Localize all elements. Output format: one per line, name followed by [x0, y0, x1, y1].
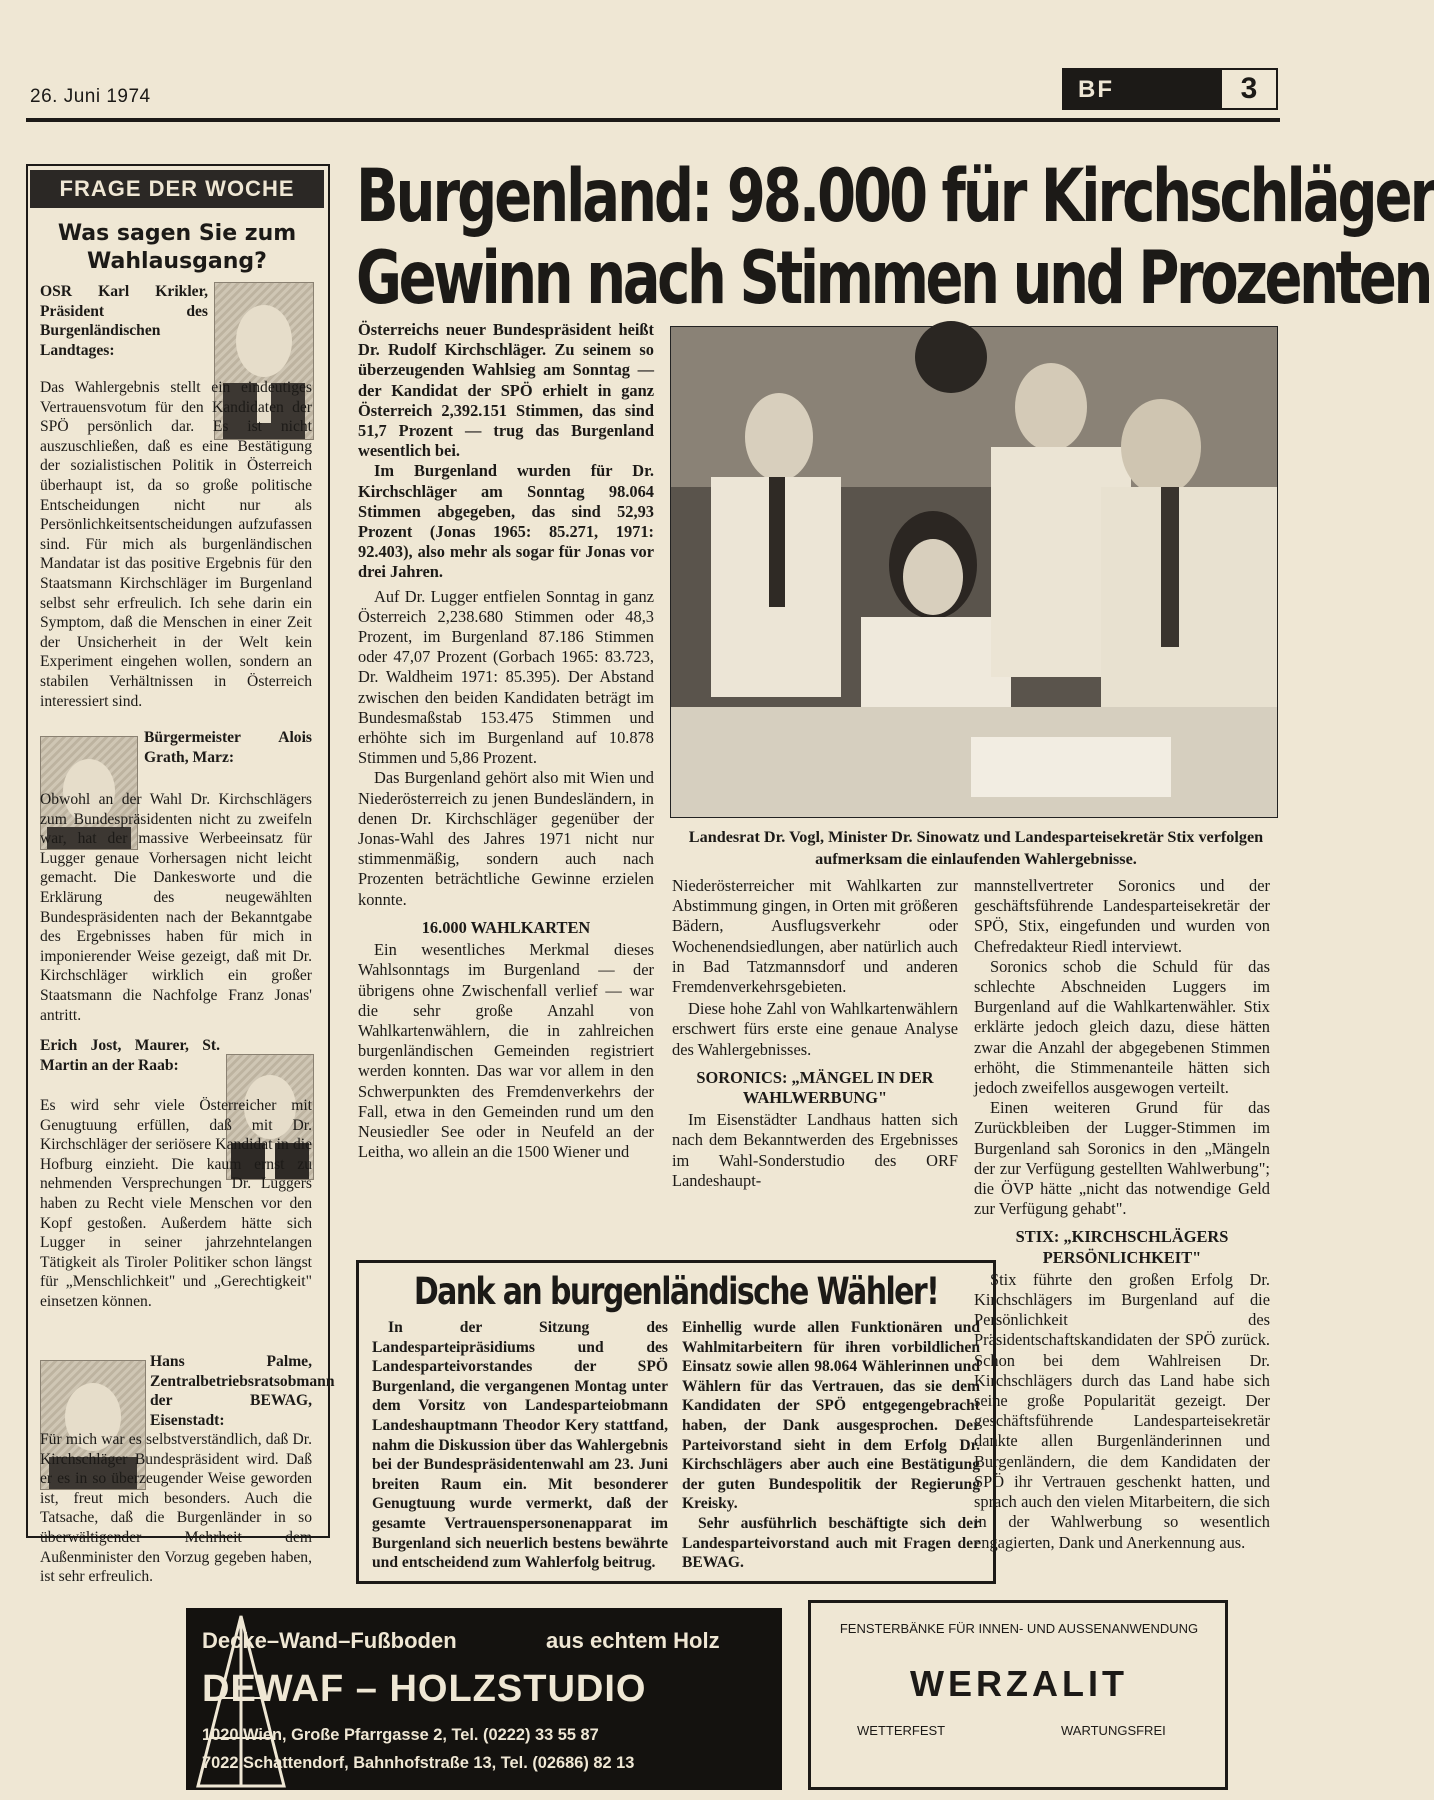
palme-name: Hans Palme, Zentralbetriebsratsobmann der BEWAG, Eisenstadt: [150, 1353, 335, 1429]
krikler-text: Das Wahlergebnis stellt ein eindeutiges Vertrauensvotum für den Kandidaten der SPÖ persönlich dar. Es ist nicht auszuschließen, daß es eine Bestätigung der sozialistischen Politik in Österreich überhaupt ist, da so große politische Entscheidungen nicht nur als Persönlichkeitsentscheidungen aufzufassen sind. Für mich als burgenländischen Mandatar ist das positive Ergebnis für den Staatsmann Kirchschläger im Burgenland selbst sehr erfreulich. Ich sehe darin ein Symptom, daß die Menschen in einer Zeit der Unsicherheit in der Welt kein Experiment eingehen wollen, sondern an stabilen Verhältnissen in Österreich interessiert sind. [40, 379, 312, 710]
main-photo [670, 326, 1278, 818]
jost-name: Erich Jost, Maurer, St. Martin an der Raab: [40, 1037, 220, 1074]
dank-col2-b: Sehr ausführlich beschäftigte sich der Landesparteivorstand auch mit Fragen der BEWAG. [682, 1514, 980, 1572]
article-p3: Ein wesentliches Merkmal dieses Wahlsonntags im Burgenland — der übrigens ohne Zwischenfall verlief — war die sehr große Anzahl von Wahlkartenwählern, die in zahlreichen burgenländischen Gemeinden registriert werden konnten. Das war vor allem in den Schwerpunkten des Fremdenverkehrs der Fall, etwa in den Gemeinden rund um den Neusiedler See oder in Neufeld an der Leitha, wo allein an die 1500 Wiener und [358, 940, 654, 1162]
jost-text: Es wird sehr viele Österreicher mit Genugtuung erfüllen, daß mit Dr. Kirchschläger der seriösere Kandidat in die Hofburg einzieht. Die kaum ernst zu nehmenden Versprechungen Dr. Luggers haben zu Recht viele Menschen vor den Kopf gestoßen. Außerdem hätte sich Lugger in seiner jahrzehntelangen Tätigkeit als Tiroler Politiker schon längst für „Menschlichkeit" und „Gerechtigkeit" einsetzen können. [40, 1097, 312, 1310]
grath-name: Bürgermeister Alois Grath, Marz: [144, 729, 312, 766]
section-label: BF [1064, 70, 1219, 108]
article-column-1 [358, 320, 654, 1162]
werzalit-brand: WERZALIT [910, 1663, 1128, 1704]
dewaf-ad [186, 1608, 782, 1790]
page-number: 3 [1219, 70, 1276, 108]
dank-column-2 [682, 1318, 980, 1573]
headline-line-2: Gewinn nach Stimmen und Prozenten [356, 236, 1430, 322]
article-p9: Einen weiteren Grund für das Zurückbleiben der Lugger-Stimmen im Burgenland sah Soronics in den „Mängeln der zur Verfügung gestellten Wahlwerbung"; die ÖVP hätte „nicht das notwendige Geld zur Verfügung gehabt". [974, 1098, 1270, 1219]
article-p5: Diese hohe Zahl von Wahlkartenwählern erschwert fürs erste eine genaue Analyse des Wahlergebnisses. [672, 999, 958, 1059]
photo-caption: Landesrat Dr. Vogl, Minister Dr. Sinowatz und Landesparteisekretär Stix verfolgen aufmerksam die einlaufenden Wahlergebnisse. [688, 828, 1264, 868]
werzalit-top: FENSTERBÄNKE FÜR INNEN- UND AUSSENANWENDUNG [839, 1621, 1199, 1636]
headline-line-1: Burgenland: 98.000 für Kirchschläger [356, 154, 1434, 240]
subhead-soronics: SORONICS: „MÄNGEL IN DER WAHLWERBUNG" [696, 1067, 934, 1108]
krikler-name: OSR Karl Krikler, Präsident des Burgenländischen Landtages: [40, 283, 208, 359]
frage-banner: FRAGE DER WOCHE [30, 170, 324, 208]
jost-statement [40, 1036, 220, 1075]
article-lead-2: Im Burgenland wurden für Dr. Kirchschläger am Sonntag 98.064 Stimmen abgegeben, das sind 52,93 Prozent (Jonas 1965: 85.271, 1971: 92.403), also mehr als sogar für Jonas vor drei Jahren. [358, 461, 654, 582]
werzalit-ad [808, 1600, 1228, 1790]
grath-text: Obwohl an der Wahl Dr. Kirchschlägers zum Bundespräsidenten nicht zu zweifeln war, hat der massive Werbeeinsatz für Lugger genaue Vorhersagen nicht leicht gemacht. Die Dankesworte und die Erklärung des neugewählten Bundespräsidenten nach der Bekanntgabe des Ergebnisses haben für mich in imponierender Weise gezeigt, daß mit Dr. Kirchschläger wirklich ein großer Staatsmann die Nachfolge Franz Jonas' antritt. [40, 791, 312, 1024]
grath-statement [144, 728, 312, 767]
header-rule [26, 118, 1280, 122]
subhead-stix: STIX: „KIRCHSCHLÄGERS PERSÖNLICHKEIT" [1015, 1227, 1229, 1267]
article-p6: Im Eisenstädter Landhaus hatten sich nach dem Bekanntwerden des Ergebnisses im Wahl-Sonderstudio des ORF Landeshaupt- [672, 1110, 958, 1190]
dewaf-tagline-2: aus echtem Holz [546, 1628, 720, 1653]
article-p8: Soronics schob die Schuld für das schlechte Abschneiden Luggers im Burgenland auf die Wahlkartenwähler. Stix erklärte jedoch gleich dazu, diese hätten zwar die Anzahl der abgegebenen Stimmen erhöht, die Stimmenanteile hätten sich jedoch zweifellos ausgewogen verteilt. [974, 956, 1270, 1098]
article-p4: Niederösterreicher mit Wahlkarten zur Abstimmung gingen, in Orten mit größeren Bädern, Ausflugsverkehr oder Wochenendsiedlungen, aber natürlich auch in Bad Tatzmannsdorf und anderen Fremdenverkehrsgebieten. [672, 876, 958, 997]
article-p1: Auf Dr. Lugger entfielen Sonntag in ganz Österreich 2,238.680 Stimmen oder 48,3 Prozent, im Burgenland 87.186 Stimmen oder 47,07 Prozent (Gorbach 1965: 83.723, Dr. Waldheim 1971: 85.395). Der Abstand zwischen den beiden Kandidaten beträgt im Bundesmaßstab 153.475 Stimmen und erhöhte sich im Burgenland auf 10.878 Stimmen und 5,86 Prozent. [358, 586, 654, 768]
dank-title: Dank an burgenländische Wähler! [413, 1270, 939, 1314]
article-column-2 [672, 876, 958, 1191]
article-p10: Stix führte den großen Erfolg Dr. Kirchschlägers im Burgenland auf die Persönlichkeit des Präsidentschaftskandidaten der SPÖ zurück. Schon bei dem Wahlreisen Dr. Kirchschlägers durch das Land habe sich seine große Popularität gezeigt. Der geschäftsführende Landesparteisekretär dankte allen Burgenländerinnen und Burgenländern, die dem Kandidaten der SPÖ ihr Vertrauen geschenkt hatten, und sprach auch den vielen Mitarbeitern, die sich in der Wahlwerbung so wesentlich engagierten, Dank und Anerkennung aus. [974, 1269, 1270, 1552]
article-column-3 [974, 876, 1270, 1553]
article-p2: Das Burgenland gehört also mit Wien und Niederösterreich zu jenen Bundesländern, in denen Dr. Kirchschläger gegenüber der Jonas-Wahl des Jahres 1971 nicht nur stimmenmäßig, sondern auch nach Prozenten beträchtliche Gewinne erzielen konnte. [358, 768, 654, 909]
question-title: Was sagen Sie zum Wahlausgang? [57, 221, 297, 274]
dewaf-address-1: 1020 Wien, Große Pfarrgasse 2, Tel. (0222) 33 55 87 [202, 1726, 599, 1744]
dewaf-tagline: Decke–Wand–Fußboden [202, 1628, 457, 1653]
article-p7: mannstellvertreter Soronics und der geschäftsführende Landesparteisekretär der SPÖ, Stix, eingefunden und wurden von Chefredakteur Riedl interviewt. [974, 876, 1270, 956]
photo-image [671, 327, 1277, 817]
subhead-wahlkarten: 16.000 WAHLKARTEN [421, 917, 591, 937]
dank-column-1: In der Sitzung des Landesparteipräsidiums und des Landesparteivorstandes der SPÖ Burgenland, die vergangenen Montag unter dem Vorsitz von Landesparteiobmann Landeshauptmann Theodor Kery stattfand, nahm die Diskussion über das Wahlergebnis bei der Bundespräsidentenwahl am 23. Juni breiten Raum ein. Mit besonderer Genugtuung wurde vermerkt, daß der gesamte Vertrauenspersonenapparat im Burgenland sich neuerlich bestens bewährte und entscheidend zum Wahlerfolg beitrug. [372, 1319, 668, 1572]
dank-col2-a: Einhellig wurde allen Funktionären und Wahlmitarbeitern für ihren vorbildlichen Einsatz sowie allen 98.064 Wählerinnen und Wählern für das Vertrauen, das sie dem Kandidaten der SPÖ entgegengebracht haben, der Dank ausgesprochen. Der Parteivorstand sieht in dem Erfolg Dr. Kirchschlägers aber auch eine Bestätigung der guten Bundespolitik der Regierung Kreisky. [682, 1319, 980, 1513]
page-badge [1062, 68, 1278, 110]
werzalit-left: WETTERFEST [857, 1723, 946, 1738]
krikler-statement [40, 282, 208, 360]
palme-text: Für mich war es selbstverständlich, daß Dr. Kirchschläger Bundespräsident wird. Daß er es in so überzeugender Weise geworden ist, freut mich besonders. Auch die Tatsache, daß die Burgenländer in so überwältigender Mehrheit dem Außenminister den Vorzug gegeben haben, ist sehr erfreulich. [40, 1431, 312, 1586]
dewaf-name: DEWAF – HOLZSTUDIO [202, 1668, 647, 1710]
palme-statement [150, 1352, 335, 1430]
dewaf-address-2: 7022 Schattendorf, Bahnhofstraße 13, Tel. (02686) 82 13 [202, 1754, 635, 1772]
article-lead: Österreichs neuer Bundespräsident heißt Dr. Rudolf Kirchschläger. Zu seinem so überzeugenden Wahlsieg am Sonntag — der Kandidat der SPÖ erhielt in ganz Österreich 2,392.151 Stimmen, das sind 51,7 Prozent — trug das Burgenland wesentlich bei. [358, 320, 654, 461]
issue-date: 26. Juni 1974 [30, 86, 151, 107]
werzalit-right: WARTUNGSFREI [1061, 1723, 1166, 1738]
